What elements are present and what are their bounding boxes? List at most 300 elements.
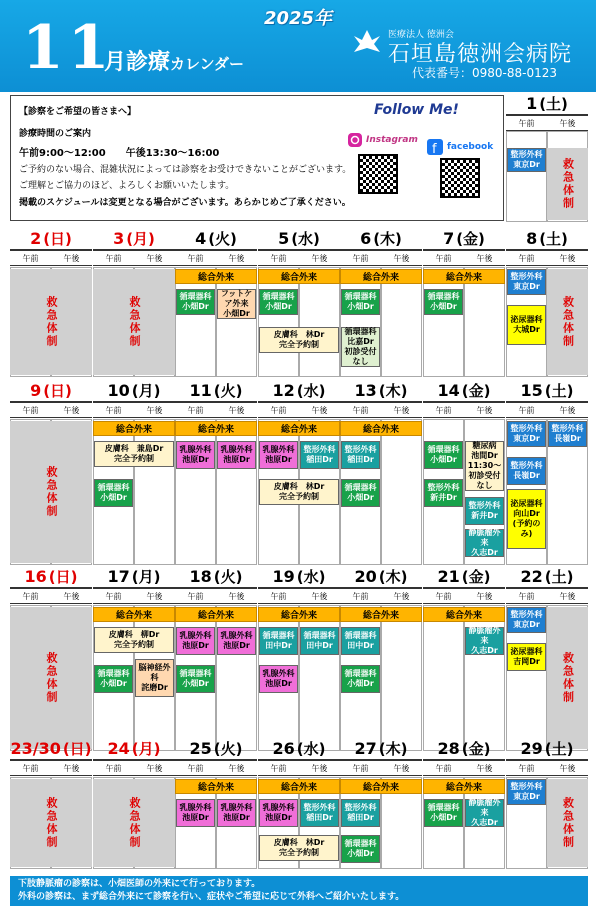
slot-dept: 整形外科 xyxy=(344,445,377,454)
info-line5: ご理解とご協力のほど、よろしくお願いいたします。 xyxy=(19,181,235,191)
am-label: 午前 xyxy=(258,588,299,604)
pm-label: 午後 xyxy=(299,760,340,776)
info-line2: 診療時間のご案内 xyxy=(19,129,92,139)
clinic-slot xyxy=(465,441,504,491)
slot-dr: 長嶺Dr xyxy=(513,471,540,480)
instagram-icon[interactable] xyxy=(347,132,363,148)
clinic-slot xyxy=(217,289,256,319)
slot-dept: 循環器科 xyxy=(344,669,377,678)
day-number: 12 xyxy=(272,381,295,400)
slot-dr: 小畑Dr xyxy=(347,679,374,688)
day-weekday: (月) xyxy=(126,230,155,248)
day-header xyxy=(258,738,340,760)
am-label: 午前 xyxy=(175,402,216,418)
day-number: 21 xyxy=(437,567,460,586)
slot-dept: 乳腺外科 xyxy=(262,445,295,454)
slot-dr: 久志Dr xyxy=(471,818,498,827)
pm-label: 午後 xyxy=(51,402,92,418)
slot-dr: 完全予約制 xyxy=(114,454,154,463)
day-header xyxy=(340,380,422,402)
slot-dr: 池原Dr xyxy=(265,679,292,688)
general-outpatient: 総合外来 xyxy=(175,779,257,794)
clinic-slot xyxy=(507,305,546,345)
clinic-slot xyxy=(507,779,546,805)
day-number: 27 xyxy=(354,739,377,758)
day-number: 29 xyxy=(520,739,543,758)
day-number: 14 xyxy=(437,381,460,400)
slot-dept: 泌尿器科 xyxy=(510,647,543,656)
slot-dept: 乳腺外科 xyxy=(262,669,295,678)
day-number: 22 xyxy=(520,567,543,586)
slot-dr: 小畑Dr xyxy=(347,302,374,311)
slot-dr: 田中Dr xyxy=(306,641,333,650)
general-outpatient: 総合外来 xyxy=(175,269,257,284)
day-weekday: (月) xyxy=(131,740,161,758)
emergency-block: 救急体制 xyxy=(547,607,588,749)
clinic-slot xyxy=(424,799,463,827)
slot-dept: 乳腺外科 xyxy=(220,803,253,812)
info-hours: 午前9:00～12:00 午後13:30～16:00 xyxy=(19,148,220,159)
day-weekday: (火) xyxy=(213,382,243,400)
slot-dr: 池原Dr xyxy=(223,641,250,650)
day-header xyxy=(506,228,588,250)
day-number: 25 xyxy=(189,739,212,758)
slot-dr: 新井Dr xyxy=(471,511,498,520)
instagram-qr[interactable] xyxy=(358,154,398,194)
slot-dr: 向山Dr xyxy=(513,509,540,518)
general-outpatient: 総合外来 xyxy=(340,421,422,436)
clinic-slot xyxy=(259,289,298,315)
day-weekday: (金) xyxy=(461,740,491,758)
clinic-slot xyxy=(507,607,546,633)
slot-dept: フットケア外来 xyxy=(220,289,253,308)
slot-dept: 乳腺外科 xyxy=(262,803,295,812)
day-number: 4 xyxy=(195,229,207,248)
day-header xyxy=(175,566,257,588)
slot-dr: 東京Dr xyxy=(513,282,540,291)
pm-label: 午後 xyxy=(216,588,257,604)
slot-dr: 完全予約制 xyxy=(279,848,319,857)
clinic-slot xyxy=(300,441,339,469)
am-label: 午前 xyxy=(175,760,216,776)
general-outpatient: 総合外来 xyxy=(175,421,257,436)
slot-dr: 小畑Dr xyxy=(182,679,209,688)
clinic-slot xyxy=(259,835,339,861)
day-number: 3 xyxy=(113,229,125,248)
pm-label: 午後 xyxy=(134,588,175,604)
day-number: 24 xyxy=(107,739,130,758)
slot-dept: 乳腺外科 xyxy=(179,803,212,812)
slot-dept: 脳神経外科 xyxy=(138,663,171,682)
slot-dept: 循環器科 xyxy=(179,669,212,678)
pm-label: 午後 xyxy=(51,760,92,776)
slot-dept: 皮膚科 柳Dr xyxy=(108,630,160,639)
slot-dr: 久志Dr xyxy=(471,548,498,557)
pm-label: 午後 xyxy=(464,760,505,776)
slot-dept: 乳腺外科 xyxy=(220,631,253,640)
clinic-slot xyxy=(507,489,546,549)
day-header xyxy=(93,738,175,760)
pm-label: 午後 xyxy=(134,250,175,266)
emergency-block: 救急体制 xyxy=(10,421,92,563)
slot-dr: 小畑Dr xyxy=(430,813,457,822)
day-weekday: (水) xyxy=(296,568,326,586)
clinic-slot xyxy=(94,665,133,693)
am-label: 午前 xyxy=(506,760,547,776)
slot-dr: 小畑Dr xyxy=(347,493,374,502)
facebook-label[interactable]: facebook xyxy=(447,142,494,152)
clinic-slot xyxy=(176,799,215,827)
slot-dr: 池原Dr xyxy=(182,813,209,822)
facebook-icon[interactable] xyxy=(427,139,443,155)
am-cell xyxy=(423,605,464,751)
clinic-slot xyxy=(507,269,546,295)
am-label: 午前 xyxy=(423,760,464,776)
clinic-slot xyxy=(341,799,380,827)
pm-label: 午後 xyxy=(547,402,588,418)
day-header xyxy=(258,566,340,588)
am-label: 午前 xyxy=(10,402,51,418)
pm-label: 午後 xyxy=(464,250,505,266)
emergency-block: 救急体制 xyxy=(10,779,92,867)
am-label: 午前 xyxy=(340,250,381,266)
slot-dept: 整形外科 xyxy=(510,424,543,433)
emergency-block: 救急体制 xyxy=(10,607,92,749)
slot-dept: 皮膚科 兼島Dr xyxy=(104,444,164,453)
slot-dept: 皮膚科 林Dr xyxy=(273,482,325,491)
slot-dept: 泌尿器科 xyxy=(510,315,543,324)
slot-dr: 池原Dr xyxy=(182,641,209,650)
pm-label: 午後 xyxy=(51,588,92,604)
slot-dept: 循環器科 xyxy=(97,483,130,492)
pm-label: 午後 xyxy=(547,115,588,131)
general-outpatient: 総合外来 xyxy=(423,779,505,794)
slot-dr: 小畑Dr xyxy=(430,302,457,311)
slot-dept: 循環器科 xyxy=(344,292,377,301)
emergency-block: 救急体制 xyxy=(547,148,588,220)
day-number: 15 xyxy=(520,381,543,400)
slot-dept: 循環器科 xyxy=(344,839,377,848)
clinic-slot xyxy=(465,799,504,827)
clinic-slot xyxy=(94,441,174,467)
general-outpatient: 総合外来 xyxy=(258,421,340,436)
slot-dept: 循環器科 xyxy=(179,292,212,301)
follow-me: Follow Me! xyxy=(374,102,459,118)
clinic-slot xyxy=(300,627,339,655)
slot-dr: 田中Dr xyxy=(265,641,292,650)
hospital-logo-icon xyxy=(352,28,382,56)
day-header xyxy=(10,566,92,588)
am-label: 午前 xyxy=(258,402,299,418)
day-weekday: (木) xyxy=(378,382,408,400)
slot-note: 11:30～初診受付なし xyxy=(467,461,502,490)
emergency-block: 救急体制 xyxy=(10,269,92,375)
slot-dr: 小畑Dr xyxy=(265,302,292,311)
day-weekday: (水) xyxy=(296,740,326,758)
slot-dr: 比嘉Dr xyxy=(347,337,374,346)
slot-dept: 整形外科 xyxy=(551,424,584,433)
day-number: 13 xyxy=(354,381,377,400)
am-label: 午前 xyxy=(258,760,299,776)
am-label: 午前 xyxy=(506,115,547,131)
slot-dr: 東京Dr xyxy=(513,434,540,443)
day-weekday: (日) xyxy=(48,568,78,586)
pm-label: 午後 xyxy=(216,760,257,776)
day-weekday: (月) xyxy=(131,568,161,586)
am-label: 午前 xyxy=(506,402,547,418)
pm-label: 午後 xyxy=(299,588,340,604)
day-header xyxy=(10,738,92,760)
svg-text:f: f xyxy=(432,142,437,155)
pm-label: 午後 xyxy=(381,588,422,604)
day-number: 5 xyxy=(278,229,290,248)
clinic-slot xyxy=(94,479,133,507)
slot-dr: 吉岡Dr xyxy=(513,657,540,666)
slot-dr: 完全予約制 xyxy=(279,492,319,501)
day-weekday: (木) xyxy=(373,230,402,248)
slot-dr: 池間Dr xyxy=(471,451,498,460)
pm-label: 午後 xyxy=(381,402,422,418)
am-label: 午前 xyxy=(423,402,464,418)
slot-dr: 小畑Dr xyxy=(347,849,374,858)
slot-dept: 循環器科 xyxy=(262,631,295,640)
clinic-slot xyxy=(176,665,215,693)
day-weekday: (日) xyxy=(62,740,92,758)
slot-dr: 完全予約制 xyxy=(279,340,319,349)
slot-dept: 乳腺外科 xyxy=(179,631,212,640)
slot-dr: 池原Dr xyxy=(265,813,292,822)
day-header xyxy=(423,738,505,760)
clinic-slot xyxy=(424,479,463,507)
day-number: 7 xyxy=(443,229,455,248)
day-weekday: (日) xyxy=(43,382,72,400)
slot-dr: 池原Dr xyxy=(265,455,292,464)
clinic-slot xyxy=(259,799,298,827)
day-header xyxy=(506,738,588,760)
am-label: 午前 xyxy=(340,588,381,604)
day-number: 17 xyxy=(107,567,130,586)
day-header xyxy=(423,566,505,588)
pm-label: 午後 xyxy=(381,250,422,266)
clinic-slot xyxy=(259,627,298,655)
day-weekday: (木) xyxy=(378,568,408,586)
slot-dept: 静脈瘤外来 xyxy=(468,626,501,645)
am-label: 午前 xyxy=(423,588,464,604)
slot-dr: 久志Dr xyxy=(471,646,498,655)
footer-notes xyxy=(10,876,588,906)
slot-dept: 循環器科 xyxy=(427,445,460,454)
clinic-slot xyxy=(217,799,256,827)
am-label: 午前 xyxy=(506,588,547,604)
title-main: 月診療 xyxy=(104,50,171,75)
day-header xyxy=(340,566,422,588)
pm-cell xyxy=(381,605,422,751)
am-label: 午前 xyxy=(10,250,51,266)
day-header xyxy=(423,380,505,402)
slot-dr: 東京Dr xyxy=(513,620,540,629)
day-number: 28 xyxy=(437,739,460,758)
pm-label: 午後 xyxy=(216,250,257,266)
day-number: 10 xyxy=(107,381,130,400)
clinic-slot xyxy=(259,441,298,469)
day-number: 26 xyxy=(272,739,295,758)
day-number: 9 xyxy=(30,381,42,400)
am-label: 午前 xyxy=(506,250,547,266)
footer-line1: 下肢静脈瘤の診察は、小畑医師の外来にて行っております。 xyxy=(18,879,261,889)
am-label: 午前 xyxy=(423,250,464,266)
clinic-slot xyxy=(341,441,380,469)
clinic-slot xyxy=(507,421,546,447)
general-outpatient: 総合外来 xyxy=(423,269,505,284)
day-weekday: (土) xyxy=(544,568,574,586)
slot-dept: 乳腺外科 xyxy=(179,445,212,454)
day-weekday: (土) xyxy=(539,95,568,113)
slot-note: 初診受付なし xyxy=(344,347,377,366)
slot-dept: 皮膚科 林Dr xyxy=(273,330,325,339)
slot-note: (予約のみ) xyxy=(512,519,541,538)
slot-dept: 整形外科 xyxy=(468,501,501,510)
day-weekday: (火) xyxy=(208,230,237,248)
slot-dept: 泌尿器科 xyxy=(510,499,543,508)
day-header xyxy=(10,228,92,250)
day-number: 1 xyxy=(526,94,538,113)
clinic-slot xyxy=(465,497,504,525)
am-label: 午前 xyxy=(340,402,381,418)
clinic-slot xyxy=(465,627,504,655)
general-outpatient: 総合外来 xyxy=(93,421,175,436)
slot-dr: 完全予約制 xyxy=(114,640,154,649)
am-label: 午前 xyxy=(340,760,381,776)
pm-label: 午後 xyxy=(381,760,422,776)
am-label: 午前 xyxy=(93,250,134,266)
pm-label: 午後 xyxy=(134,402,175,418)
am-label: 午前 xyxy=(175,250,216,266)
emergency-block: 救急体制 xyxy=(547,269,588,375)
clinic-slot xyxy=(94,627,174,653)
day-header xyxy=(506,566,588,588)
slot-dr: 池原Dr xyxy=(223,813,250,822)
pm-label: 午後 xyxy=(547,760,588,776)
emergency-block: 救急体制 xyxy=(93,779,175,867)
am-label: 午前 xyxy=(93,588,134,604)
slot-dept: 整形外科 xyxy=(303,445,336,454)
clinic-slot xyxy=(217,627,256,655)
slot-dr: 池原Dr xyxy=(223,455,250,464)
am-label: 午前 xyxy=(93,402,134,418)
pm-label: 午後 xyxy=(464,402,505,418)
day-weekday: (火) xyxy=(213,568,243,586)
am-label: 午前 xyxy=(258,250,299,266)
slot-dr: 小畑Dr xyxy=(100,493,127,502)
day-header xyxy=(93,380,175,402)
month-number: 11 xyxy=(22,13,114,83)
info-line6: 掲載のスケジュールは変更となる場合がございます。あらかじめご了承ください。 xyxy=(19,198,351,208)
slot-dr: 池原Dr xyxy=(182,455,209,464)
slot-dept: 整形外科 xyxy=(427,483,460,492)
general-outpatient: 総合外来 xyxy=(423,607,505,622)
day-header xyxy=(506,93,588,115)
general-outpatient: 総合外来 xyxy=(258,779,340,794)
day-weekday: (土) xyxy=(544,382,574,400)
day-header xyxy=(93,228,175,250)
info-line4: ご予約のない場合、混雑状況によっては診察をお受けできないことがございます。 xyxy=(19,165,352,175)
pm-label: 午後 xyxy=(547,250,588,266)
slot-dr: 小畑Dr xyxy=(182,302,209,311)
am-label: 午前 xyxy=(10,588,51,604)
pm-cell xyxy=(381,419,422,565)
am-label: 午前 xyxy=(93,760,134,776)
slot-dr: 稲田Dr xyxy=(306,813,333,822)
day-weekday: (金) xyxy=(456,230,485,248)
day-number: 16 xyxy=(24,567,47,586)
slot-dr: 稲田Dr xyxy=(347,455,374,464)
slot-dr: 稲田Dr xyxy=(306,455,333,464)
day-number: 19 xyxy=(272,567,295,586)
slot-dept: 糖尿病 xyxy=(472,441,497,450)
clinic-slot xyxy=(507,643,546,671)
clinic-slot xyxy=(259,479,339,505)
general-outpatient: 総合外来 xyxy=(93,607,175,622)
slot-dr: 新井Dr xyxy=(430,493,457,502)
slot-dept: 循環器科 xyxy=(303,631,336,640)
clinic-slot xyxy=(507,148,546,172)
clinic-slot xyxy=(548,421,587,447)
day-weekday: (月) xyxy=(131,382,161,400)
slot-dept: 整形外科 xyxy=(303,803,336,812)
pm-label: 午後 xyxy=(216,402,257,418)
general-outpatient: 総合外来 xyxy=(258,607,340,622)
day-header xyxy=(10,380,92,402)
instagram-label[interactable]: Instagram xyxy=(366,135,418,145)
clinic-slot xyxy=(341,835,380,863)
clinic-slot xyxy=(341,289,380,315)
day-header xyxy=(423,228,505,250)
org-sub: 医療法人 徳洲会 xyxy=(388,30,454,40)
day-weekday: (日) xyxy=(43,230,72,248)
slot-dept: 整形外科 xyxy=(510,782,543,791)
slot-dept: 循環器科 xyxy=(344,327,377,336)
day-number: 20 xyxy=(354,567,377,586)
clinic-slot xyxy=(341,327,380,367)
clinic-slot xyxy=(135,659,174,697)
slot-dr: 東京Dr xyxy=(513,160,540,169)
day-header xyxy=(258,380,340,402)
slot-dr: 長嶺Dr xyxy=(554,434,581,443)
slot-dept: 整形外科 xyxy=(510,461,543,470)
day-weekday: (金) xyxy=(461,568,491,586)
facebook-qr[interactable] xyxy=(440,158,480,198)
day-header xyxy=(258,228,340,250)
general-outpatient: 総合外来 xyxy=(340,779,422,794)
day-header xyxy=(175,228,257,250)
calendar-title xyxy=(104,50,244,77)
day-weekday: (木) xyxy=(378,740,408,758)
am-cell xyxy=(506,131,547,222)
pm-label: 午後 xyxy=(51,250,92,266)
footer-line2: 外科の診察は、まず総合外来にて診察を行い、症状やご希望に応じて外科へご紹介いたします。 xyxy=(18,892,405,902)
clinic-slot xyxy=(507,457,546,485)
slot-dept: 循環器科 xyxy=(427,292,460,301)
clinic-slot xyxy=(176,627,215,655)
clinic-slot xyxy=(259,327,339,353)
slot-dr: 稲田Dr xyxy=(347,813,374,822)
day-number: 11 xyxy=(189,381,212,400)
clinic-slot xyxy=(259,665,298,693)
clinic-slot xyxy=(341,665,380,693)
day-weekday: (土) xyxy=(539,230,568,248)
am-label: 午前 xyxy=(175,588,216,604)
slot-dept: 静脈瘤外来 xyxy=(468,798,501,817)
